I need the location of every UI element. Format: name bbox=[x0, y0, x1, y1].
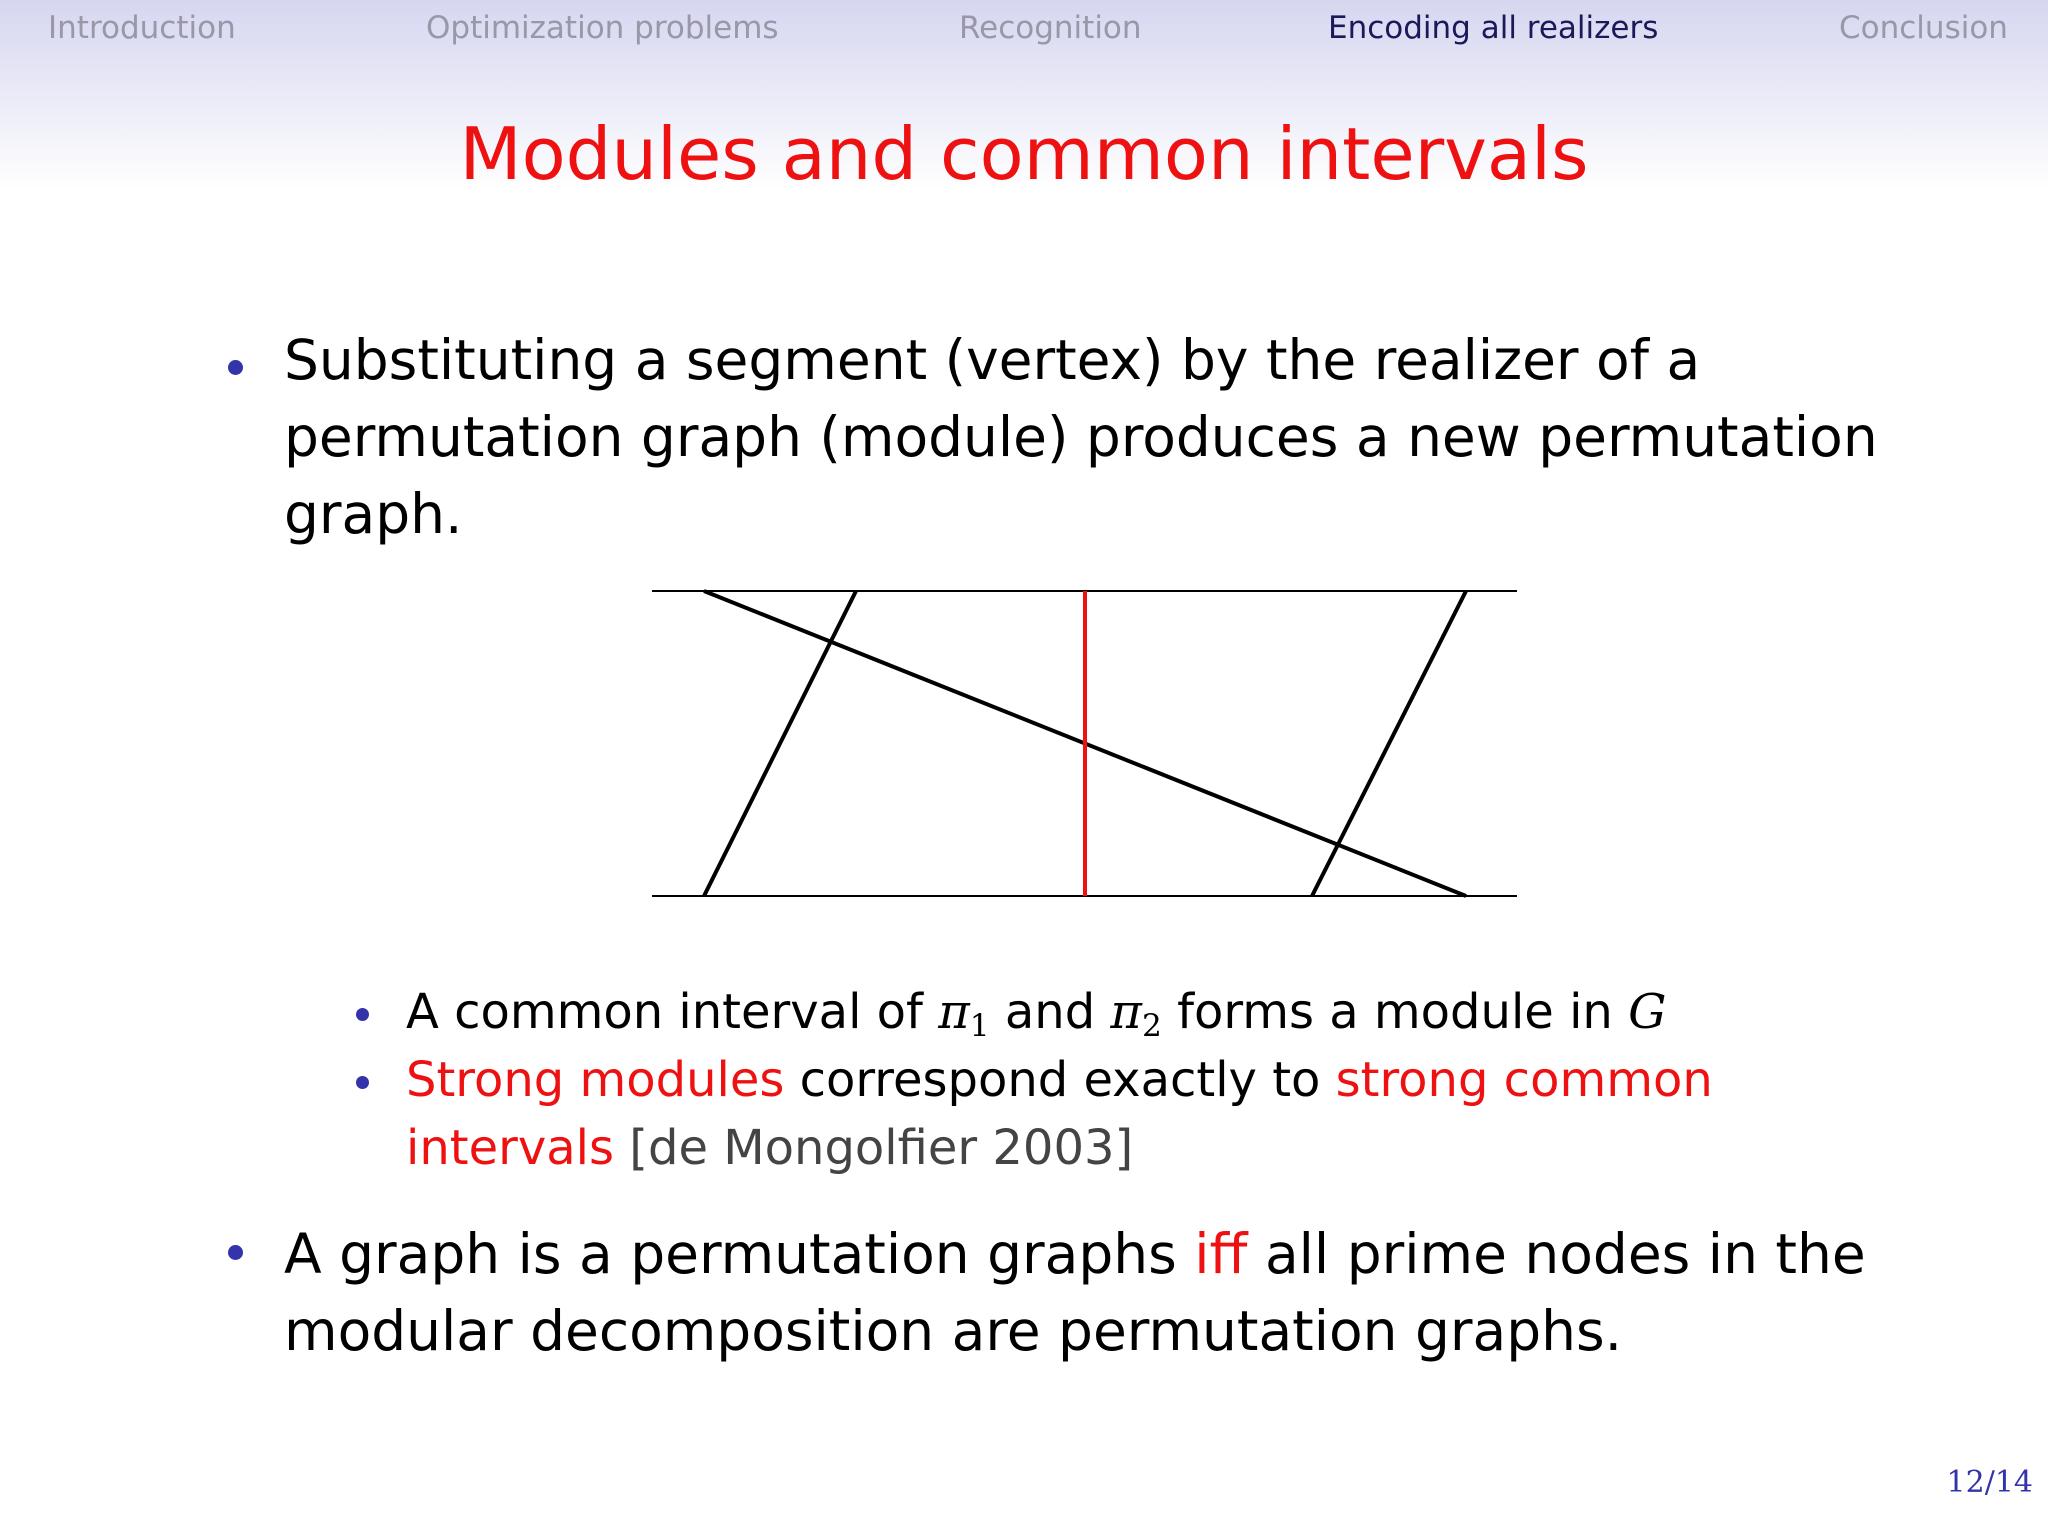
text: all prime nodes in the bbox=[1247, 1222, 1866, 1286]
nav-item-optimization-problems[interactable]: Optimization problems bbox=[426, 10, 779, 46]
nav-item-encoding-all-realizers[interactable]: Encoding all realizers bbox=[1328, 10, 1659, 46]
highlight-strong-modules: Strong modules bbox=[406, 1052, 785, 1108]
pi-symbol: $\pi_2$ bbox=[1110, 984, 1162, 1044]
highlight-intervals: intervals bbox=[406, 1120, 615, 1176]
sub-bullet-common-interval bbox=[406, 978, 1666, 1046]
bullet-line: Substituting a segment (vertex) by the realizer of a bbox=[284, 328, 1701, 392]
text: A graph is a permutation graphs bbox=[284, 1222, 1195, 1286]
highlight-iff: iff bbox=[1194, 1222, 1248, 1286]
bullet-line: permutation graph (module) produces a new permutation bbox=[284, 405, 1878, 469]
text: and bbox=[989, 984, 1111, 1040]
segment-right bbox=[1312, 591, 1466, 896]
text: A common interval of bbox=[406, 984, 939, 1040]
bullet-graph-is-permutation bbox=[284, 1216, 1866, 1370]
slide-title: Modules and common intervals bbox=[459, 112, 1589, 196]
citation: [de Mongolfier 2003] bbox=[614, 1120, 1134, 1176]
bullet-marker bbox=[228, 1245, 243, 1260]
nav-item-conclusion[interactable]: Conclusion bbox=[1839, 10, 2008, 46]
text: forms a module in bbox=[1161, 984, 1629, 1040]
bullet-line: modular decomposition are permutation graphs. bbox=[284, 1299, 1623, 1363]
sub-bullet-strong-modules bbox=[406, 1046, 1713, 1182]
nav-item-introduction[interactable]: Introduction bbox=[48, 10, 236, 46]
page-number: 12/14 bbox=[1946, 1465, 2033, 1500]
pi-symbol: $\pi_1$ bbox=[938, 984, 990, 1044]
sub-bullet-marker bbox=[356, 1008, 369, 1021]
text: correspond exactly to bbox=[784, 1052, 1336, 1108]
segment-left bbox=[704, 591, 856, 896]
bullet-line: graph. bbox=[284, 482, 463, 546]
sub-bullet-marker bbox=[356, 1076, 369, 1089]
graph-symbol: G bbox=[1628, 984, 1667, 1040]
highlight-strong-common: strong common bbox=[1335, 1052, 1713, 1108]
nav-item-recognition[interactable]: Recognition bbox=[959, 10, 1142, 46]
